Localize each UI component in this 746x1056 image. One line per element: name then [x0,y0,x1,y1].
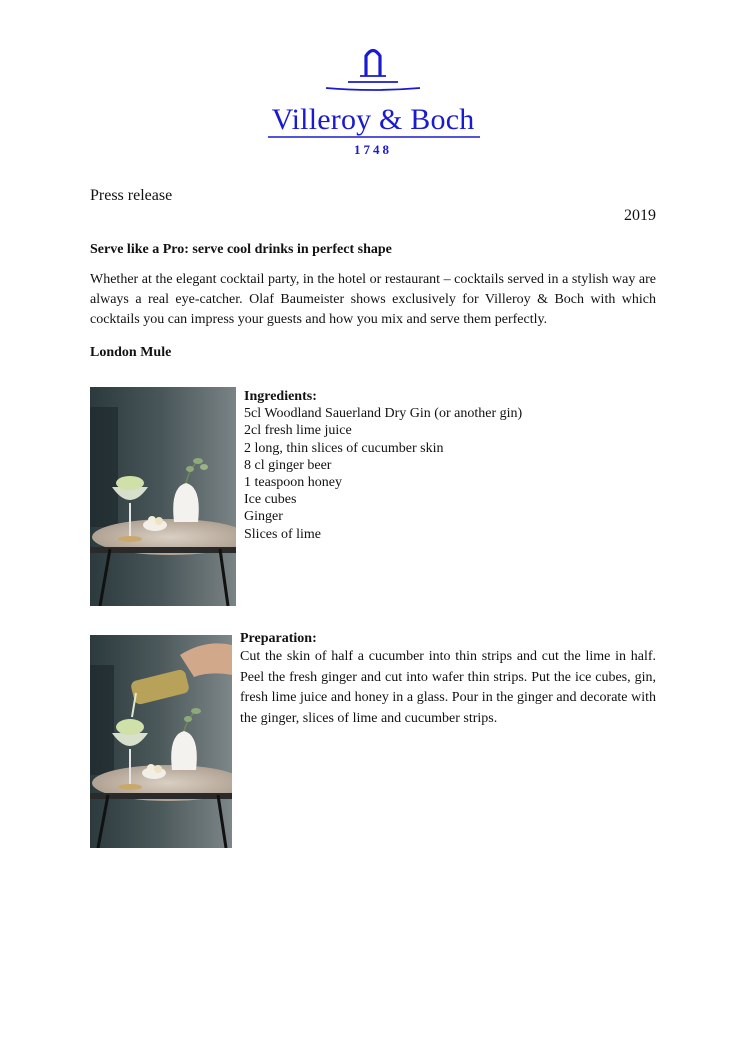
brand-underline [268,135,480,139]
list-item: Slices of lime [244,526,321,542]
cocktail-photo-1 [90,387,236,606]
list-item: 2 long, thin slices of cucumber skin [244,440,444,456]
ingredients-heading: Ingredients: [244,389,317,404]
list-item: 1 teaspoon honey [244,475,342,491]
ingredients-block [244,388,522,543]
list-item: 8 cl ginger beer [244,457,332,473]
document-label: Press release [90,187,173,204]
preparation-block [240,630,656,729]
brand-year: 1748 [354,142,392,157]
headline: Serve like a Pro: serve cool drinks in perfect shape [90,242,392,257]
list-item: 5cl Woodland Sauerland Dry Gin (or another gin) [244,406,523,422]
bridge-emblem-icon [262,42,484,102]
document-year: 2019 [624,207,656,224]
cocktail-photo-2 [90,635,232,848]
preparation-text: Cut the skin of half a cucumber into thin strips and cut the lime in half. Peel the fresh ginger and cut into wafer thin strips. Put the ice cubes, gin, fresh lime juice and honey in a glass. Pour in the ginger and decorate with the ginger, slices of lime and cucumber strips. [240,649,656,726]
list-item: Ice cubes [244,492,297,508]
recipe-title: London Mule [90,345,172,360]
intro-paragraph: Whether at the elegant cocktail party, in the hotel or restaurant – cocktails served in a stylish way are always a real eye-catcher. Olaf Baumeister shows exclusively for Villeroy & Boch with which cocktails you can impress your guests and how you mix and serve them perfectly. [90,272,656,327]
brand-name: Villeroy & Boch [271,103,475,136]
preparation-heading: Preparation: [240,631,317,646]
brand-logo [262,42,484,160]
ingredients-list [244,405,522,543]
list-item: 2cl fresh lime juice [244,423,352,439]
list-item: Ginger [244,509,283,525]
